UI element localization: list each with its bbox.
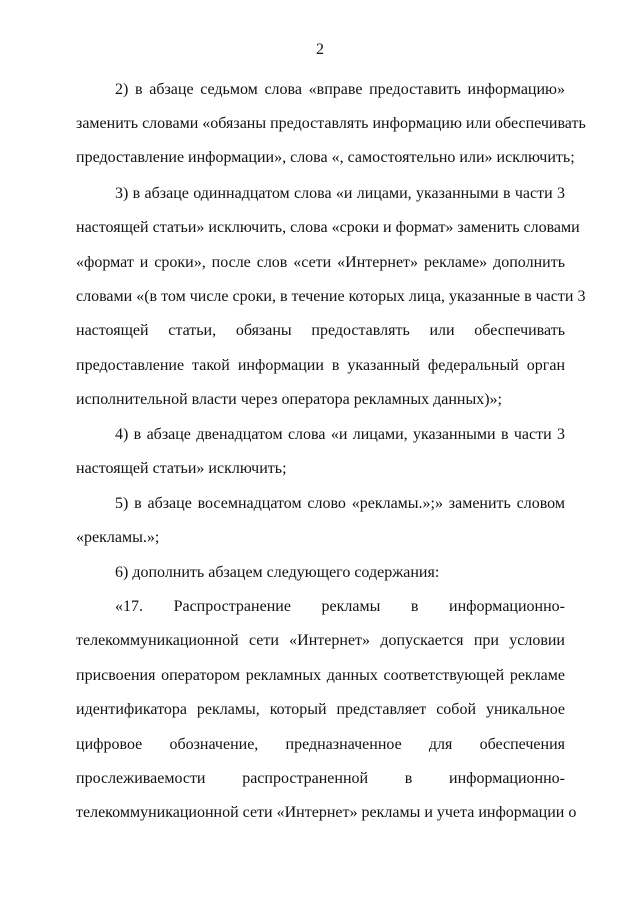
text-line: телекоммуникационной сети «Интернет» рекламы и учета информации о [76,804,577,821]
text-line: 2) в абзаце седьмом слова «вправе предоставить информацию» [115,81,565,98]
text-line: телекоммуникационной сети «Интернет» допускается при условии [76,632,565,649]
text-line: исполнительной власти через оператора рекламных данных)»; [76,391,502,408]
text-line: настоящей статьи» исключить, слова «сроки и формат» заменить словами [76,219,580,236]
text-line: словами «(в том числе сроки, в течение которых лица, указанные в части 3 [76,288,586,305]
text-line: прослеживаемости распространенной в информационно- [76,770,565,787]
text-line: предоставление информации», слова «, самостоятельно или» исключить; [76,149,575,166]
text-line: «рекламы.»; [76,529,160,546]
text-line: настоящей статьи, обязаны предоставлять или обеспечивать [76,322,565,339]
text-line: предоставление такой информации в указанный федеральный орган [76,357,565,374]
text-line: 6) дополнить абзацем следующего содержания: [115,564,440,581]
text-line: настоящей статьи» исключить; [76,460,287,477]
text-line: заменить словами «обязаны предоставлять информацию или обеспечивать [76,115,586,132]
text-line: «формат и сроки», после слов «сети «Интернет» рекламе» дополнить [76,254,565,271]
text-line: 5) в абзаце восемнадцатом слово «рекламы.»;» заменить словом [115,495,565,512]
text-line: 3) в абзаце одиннадцатом слова «и лицами, указанными в части 3 [115,185,565,202]
text-line: цифровое обозначение, предназначенное для обеспечения [76,736,565,753]
text-line: идентификатора рекламы, который представляет собой уникальное [76,701,565,718]
text-line: «17. Распространение рекламы в информационно- [115,598,565,615]
text-line: присвоения оператором рекламных данных соответствующей рекламе [76,667,565,684]
page-number: 2 [316,41,324,58]
text-line: 4) в абзаце двенадцатом слова «и лицами, указанными в части 3 [115,426,565,443]
